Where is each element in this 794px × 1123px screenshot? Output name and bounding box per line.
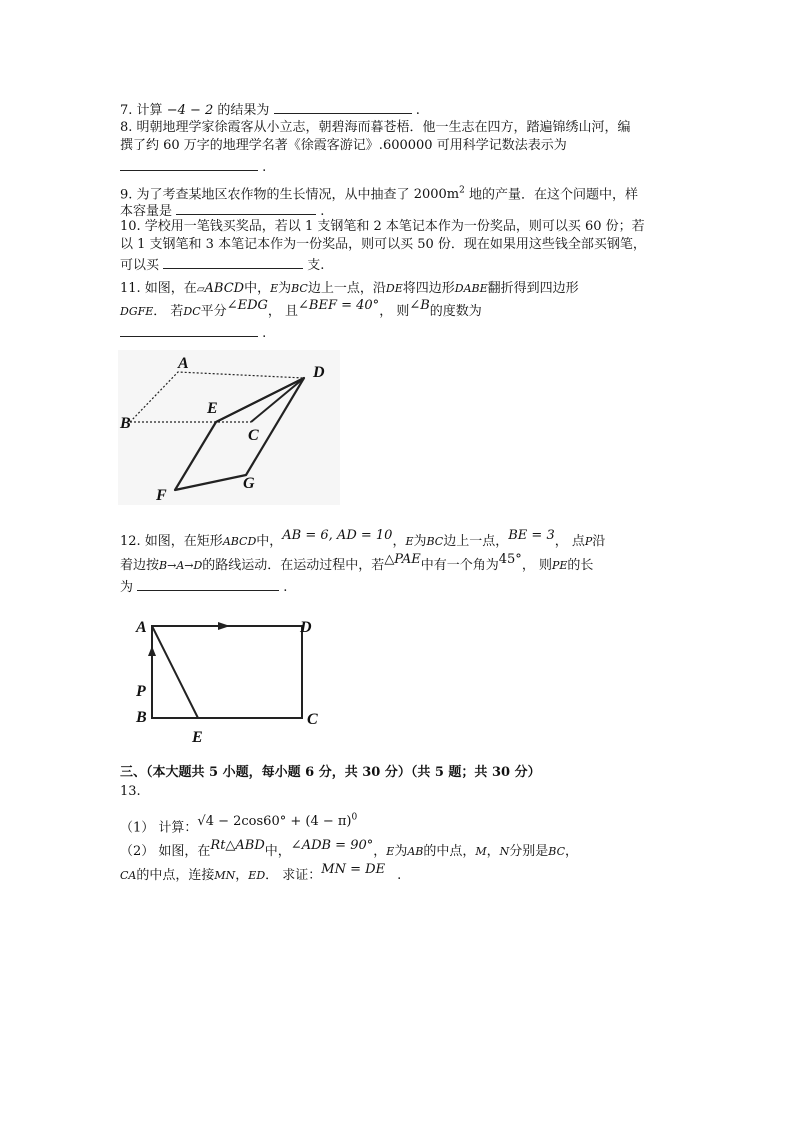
q13-angle-adb: ∠ADB = 90° xyxy=(290,838,374,853)
q11-abcd: ABCD xyxy=(204,281,245,296)
q9-area: $2000m^2$ xyxy=(413,186,465,203)
fig11-label-b: B xyxy=(120,415,131,432)
q12-text: 边上一点， xyxy=(443,534,509,549)
q9-prefix: 9. 为了考查某地区农作物的生长情况，从中抽查了 xyxy=(120,187,410,203)
q11-dgfe: DGFE xyxy=(120,305,154,318)
question-11-line2 xyxy=(120,298,482,321)
q12-p: P xyxy=(584,535,593,548)
q11-text: 边上一点，沿 xyxy=(307,281,386,296)
q12-abcd: ABCD xyxy=(222,535,257,548)
q11-de: DE xyxy=(385,282,403,295)
question-10-line1: 10. 学校用一笔钱买奖品，若以 1 支钢笔和 2 本笔记本作为一份奖品，则可以买 60 份；若 xyxy=(120,219,645,234)
fig12-label-a: A xyxy=(136,619,147,636)
q11-angle-b: ∠B xyxy=(409,298,430,313)
q13-part1-exponent: 0 xyxy=(351,813,358,823)
question-13-part2-line1 xyxy=(120,838,579,861)
q13-text: 中， xyxy=(264,844,291,859)
q13-text: ， xyxy=(565,844,579,859)
q12-triangle-pae: △PAE xyxy=(384,552,421,567)
q12-answer-blank[interactable] xyxy=(137,576,279,591)
q11-text: 的度数为 xyxy=(429,304,482,319)
q12-text: 为 xyxy=(413,534,427,549)
fig12-label-b: B xyxy=(136,709,147,726)
fig12-arrow-a-to-d xyxy=(218,622,230,630)
q11-dc: DC xyxy=(183,305,201,318)
q13-n: N xyxy=(499,845,510,858)
q8-end: . xyxy=(262,160,267,175)
q11-bc: BC xyxy=(291,282,308,295)
q12-45-degrees: 45° xyxy=(498,552,522,567)
q13-part2-label: （2） 如图，在 xyxy=(120,844,211,859)
q13-rt-triangle-abd: Rt△ABD xyxy=(210,838,265,853)
q12-text: ， xyxy=(392,534,406,549)
q13-text: ， xyxy=(235,868,249,883)
q11-text: 中， xyxy=(244,281,271,296)
q12-e: E xyxy=(405,535,414,548)
q13-text: ， xyxy=(373,844,387,859)
fig12-segment-ae xyxy=(152,626,198,718)
q11-prefix: 11. 如图，在 xyxy=(120,281,197,296)
q12-text: 为 xyxy=(120,580,134,595)
fig11-label-c: C xyxy=(248,427,259,444)
figure-11-folded-parallelogram xyxy=(118,350,340,505)
question-8-line2: 撰了约 60 万字的地理学名著《徐霞客游记》.600000 可用科学记数法表示为 xyxy=(120,138,567,153)
fig11-label-f: F xyxy=(156,487,167,504)
fig11-label-e: E xyxy=(207,400,218,417)
q13-text: 的中点，连接 xyxy=(136,868,215,883)
q13-m: M xyxy=(475,845,487,858)
q11-text: ． 若 xyxy=(153,304,184,319)
q13-text: ， xyxy=(486,844,500,859)
q13-part1-label: （1） 计算： xyxy=(120,820,198,836)
q13-text: ． 求证： xyxy=(265,868,322,883)
question-13-part2-line2 xyxy=(120,862,402,885)
q11-text: 翻折得到四边形 xyxy=(487,281,579,296)
q11-text: ， 且 xyxy=(267,304,299,319)
fig12-label-e: E xyxy=(192,729,203,746)
question-11-line1 xyxy=(120,280,579,299)
question-12-line3 xyxy=(120,576,287,597)
q13-end: . xyxy=(397,868,402,883)
q13-mn: MN xyxy=(214,869,236,882)
q9-area-exponent: 2 xyxy=(459,186,465,196)
q10-end: 支. xyxy=(307,258,325,273)
q13-e: E xyxy=(386,845,395,858)
q9-answer-blank[interactable] xyxy=(176,200,316,215)
q11-text: ， 则 xyxy=(379,304,410,319)
fig12-label-c: C xyxy=(307,711,318,728)
q12-text: 沿 xyxy=(592,534,606,549)
question-8-line1: 8. 明朝地理学家徐霞客从小立志，朝碧海而暮苍梧．他一生志在四方，踏遍锦绣山河，编 xyxy=(120,120,631,135)
q12-pe: PE xyxy=(551,559,568,572)
q9-suffix: 地的产量．在这个问题中，样 xyxy=(468,187,638,203)
q7-answer-blank[interactable] xyxy=(274,99,412,114)
question-8-line3 xyxy=(120,156,266,177)
q12-end: . xyxy=(283,580,288,595)
q11-text: 为 xyxy=(278,281,292,296)
q12-text: 的路线运动．在运动过程中，若 xyxy=(202,558,385,573)
question-10-line3 xyxy=(120,254,324,275)
section-3-title: 三、（本大题共 5 小题，每小题 6 分，共 30 分）（共 5 题；共 30 分） xyxy=(120,765,541,780)
fig12-label-p: P xyxy=(136,683,146,700)
fig11-label-a: A xyxy=(178,355,189,372)
q12-text: 着边按 xyxy=(120,558,160,573)
q13-text: 分别是 xyxy=(509,844,549,859)
question-7 xyxy=(120,99,420,120)
q10-line3: 可以买 xyxy=(120,258,160,273)
q11-dabe: DABE xyxy=(454,282,488,295)
q7-suffix: 的结果为 xyxy=(217,103,270,118)
q13-text: 的中点， xyxy=(423,844,476,859)
q12-text: 中， xyxy=(256,534,283,549)
question-13-part1 xyxy=(120,815,357,837)
question-12-line1 xyxy=(120,528,606,551)
q12-prefix: 12. 如图，在矩形 xyxy=(120,534,223,549)
fig11-label-d: D xyxy=(313,364,325,381)
q9-end: . xyxy=(320,204,325,219)
question-11-line3 xyxy=(120,322,266,343)
q12-be: BE = 3 xyxy=(508,528,555,543)
q7-expression: −4 − 2 xyxy=(166,103,214,118)
q7-prefix: 7. 计算 xyxy=(120,103,163,118)
q11-angle-bef: ∠BEF = 40° xyxy=(298,298,380,313)
q13-bc: BC xyxy=(548,845,566,858)
question-10-line2: 以 1 支钢笔和 3 本笔记本作为一份奖品，则可以买 50 份．现在如果用这些钱全部买钢笔， xyxy=(120,237,646,252)
q11-text: 平分 xyxy=(200,304,227,319)
question-12-line2 xyxy=(120,552,594,575)
q11-end: . xyxy=(262,326,267,341)
q12-path: B→A→D xyxy=(159,559,203,572)
q11-e: E xyxy=(270,282,279,295)
fig12-label-d: D xyxy=(300,619,312,636)
q13-ca: CA xyxy=(120,869,137,882)
q7-end: . xyxy=(415,103,420,118)
figure-12-rectangle xyxy=(130,608,330,748)
q9-line2: 本容量是 xyxy=(120,204,173,219)
q10-answer-blank[interactable] xyxy=(163,254,303,269)
q13-ab: AB xyxy=(407,845,424,858)
q11-angle-edg: ∠EDG xyxy=(226,298,268,313)
q12-bc: BC xyxy=(426,535,444,548)
q13-part1-expression: $√4 - 2\cos 60^\circ + (4 - \pi)^0$ xyxy=(197,813,358,830)
fig11-label-g: G xyxy=(243,475,255,492)
q12-text: 中有一个角为 xyxy=(420,558,499,573)
q12-given: AB = 6, AD = 10 xyxy=(282,528,393,543)
q13-equation-mn-de: MN = DE xyxy=(321,862,386,877)
q12-text: ， 点 xyxy=(554,534,585,549)
parallelogram-symbol: ▱ xyxy=(196,284,205,295)
fig12-arrow-b-to-a xyxy=(148,646,156,656)
q12-text: 的长 xyxy=(567,558,594,573)
question-13-number: 13. xyxy=(120,784,141,799)
q13-text: 为 xyxy=(394,844,408,859)
q8-answer-blank[interactable] xyxy=(120,156,258,171)
q11-text: 将四边形 xyxy=(402,281,455,296)
q11-answer-blank[interactable] xyxy=(120,322,258,337)
q12-text: ， 则 xyxy=(521,558,552,573)
q13-ed: ED xyxy=(248,869,266,882)
